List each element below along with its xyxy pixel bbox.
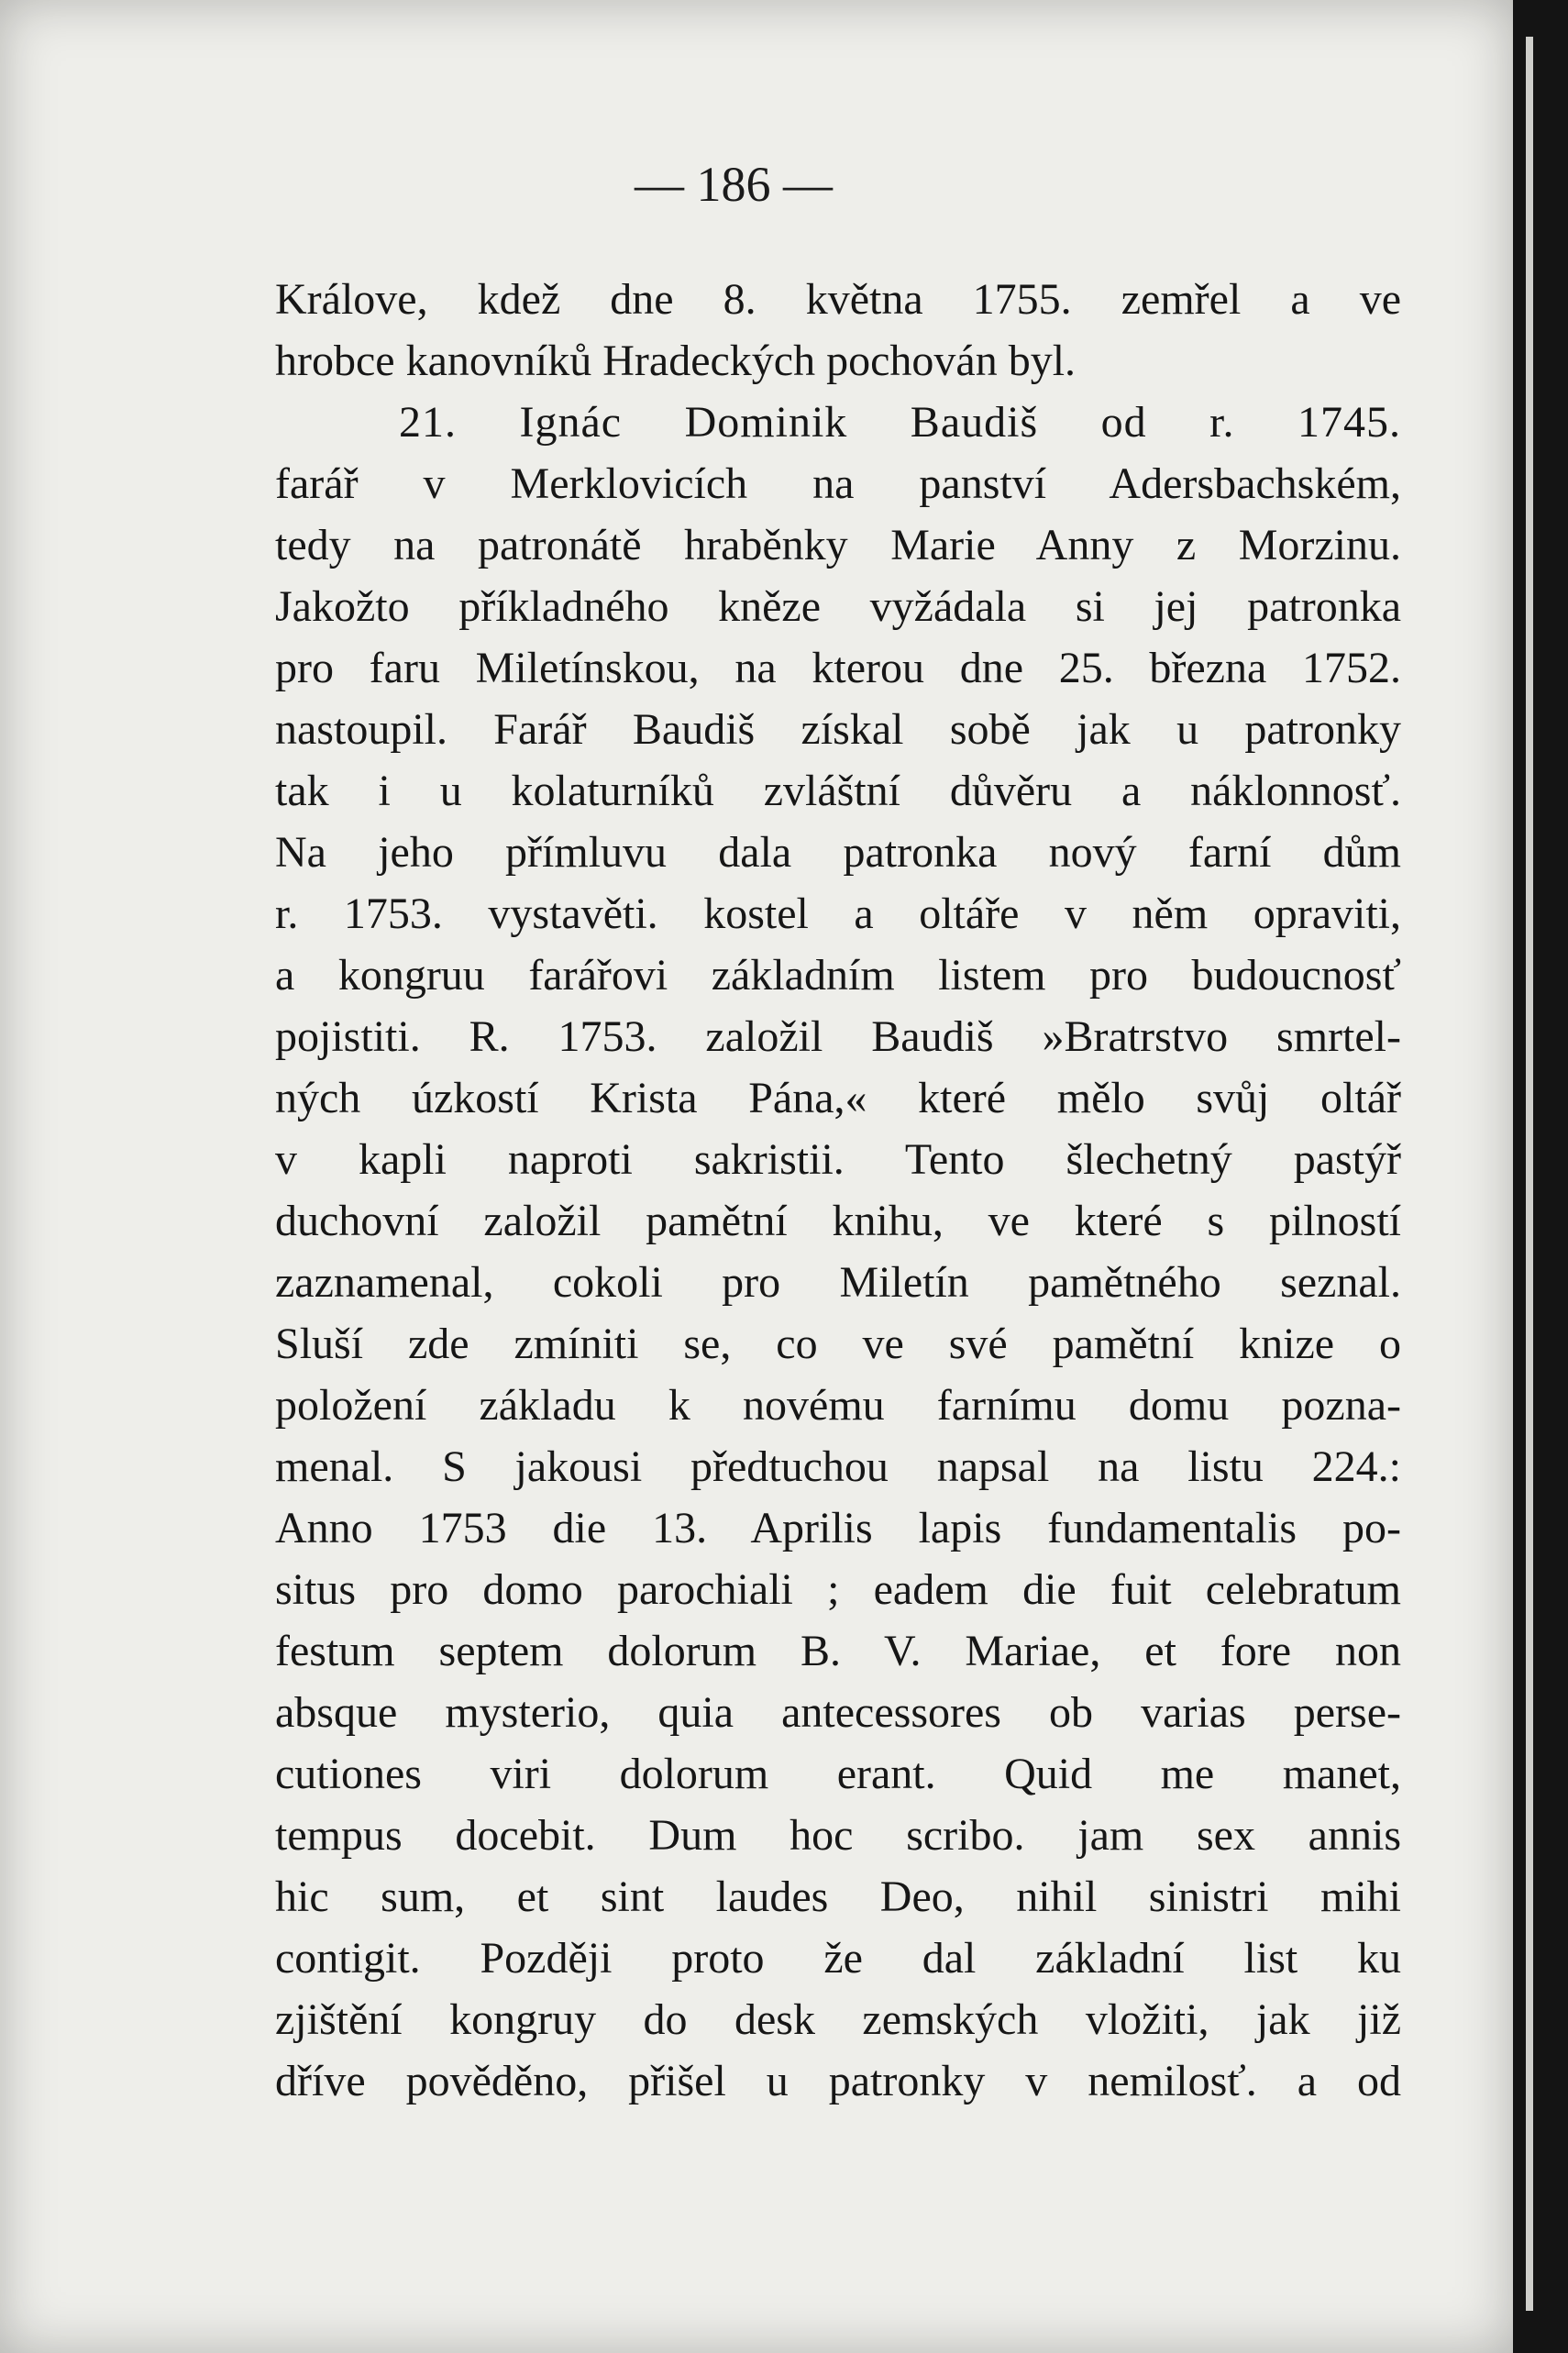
text-line: Králove, kdež dne 8. května 1755. zemřel a ve — [275, 275, 1401, 324]
text-line: tempus docebit. Dum hoc scribo. jam sex annis — [275, 1811, 1401, 1860]
text-line: contigit. Později proto že dal základní list ku — [275, 1934, 1401, 1983]
text-line: tak i u kolaturníků zvláštní důvěru a náklonnosť. — [275, 767, 1401, 815]
text-line: zaznamenal, cokoli pro Miletín pamětného seznal. — [275, 1258, 1401, 1307]
text-line: hic sum, et sint laudes Deo, nihil sinistri mihi — [275, 1872, 1401, 1921]
text-line: situs pro domo parochiali ; eadem die fuit celebratum — [275, 1565, 1401, 1614]
book-spine-edge — [1513, 0, 1568, 2353]
text-line: pro faru Miletínskou, na kterou dne 25. března 1752. — [275, 644, 1401, 692]
text-line: 21. Ignác Dominik Baudiš od r. 1745. — [399, 398, 1401, 447]
text-line: farář v Merklovicích na panství Adersbachském, — [275, 459, 1401, 508]
text-line: menal. S jakousi předtuchou napsal na listu 224.: — [275, 1442, 1401, 1491]
text-line: pojistiti. R. 1753. založil Baudiš »Bratrstvo smrtel- — [275, 1012, 1401, 1061]
page-number: — 186 — — [635, 157, 833, 212]
next-page-sliver — [1526, 37, 1533, 2311]
text-line: cutiones viri dolorum erant. Quid me manet, — [275, 1750, 1401, 1798]
text-line: v kapli naproti sakristii. Tento šlechetný pastýř — [275, 1135, 1401, 1184]
text-line: nastoupil. Farář Baudiš získal sobě jak u patronky — [275, 705, 1401, 754]
text-line: Jakožto příkladného kněze vyžádala si jej patronka — [275, 582, 1401, 631]
text-line: duchovní založil pamětní knihu, ve které s pilností — [275, 1197, 1401, 1245]
text-line: festum septem dolorum B. V. Mariae, et fore non — [275, 1627, 1401, 1675]
text-line: hrobce kanovníků Hradeckých pochován byl. — [275, 337, 1077, 385]
body-text — [275, 269, 1401, 2112]
text-line: dříve pověděno, přišel u patronky v nemilosť. a od — [275, 2057, 1401, 2105]
text-line: ných úzkostí Krista Pána,« které mělo svůj oltář — [275, 1074, 1401, 1122]
text-line: a kongruu farářovi základním listem pro budoucnosť — [275, 951, 1401, 1000]
text-line: Sluší zde zmíniti se, co ve své pamětní knize o — [275, 1320, 1401, 1368]
text-line: Anno 1753 die 13. Aprilis lapis fundamentalis po- — [275, 1504, 1401, 1552]
text-line: Na jeho přímluvu dala patronka nový farní dům — [275, 828, 1401, 877]
text-line: položení základu k novému farnímu domu pozna- — [275, 1381, 1401, 1430]
text-line: r. 1753. vystavěti. kostel a oltáře v něm opraviti, — [275, 889, 1401, 938]
text-line: absque mysterio, quia antecessores ob varias perse- — [275, 1688, 1401, 1737]
text-line: tedy na patronátě hraběnky Marie Anny z Morzinu. — [275, 521, 1401, 569]
text-line: zjištění kongruy do desk zemských vložiti, jak již — [275, 1995, 1401, 2044]
